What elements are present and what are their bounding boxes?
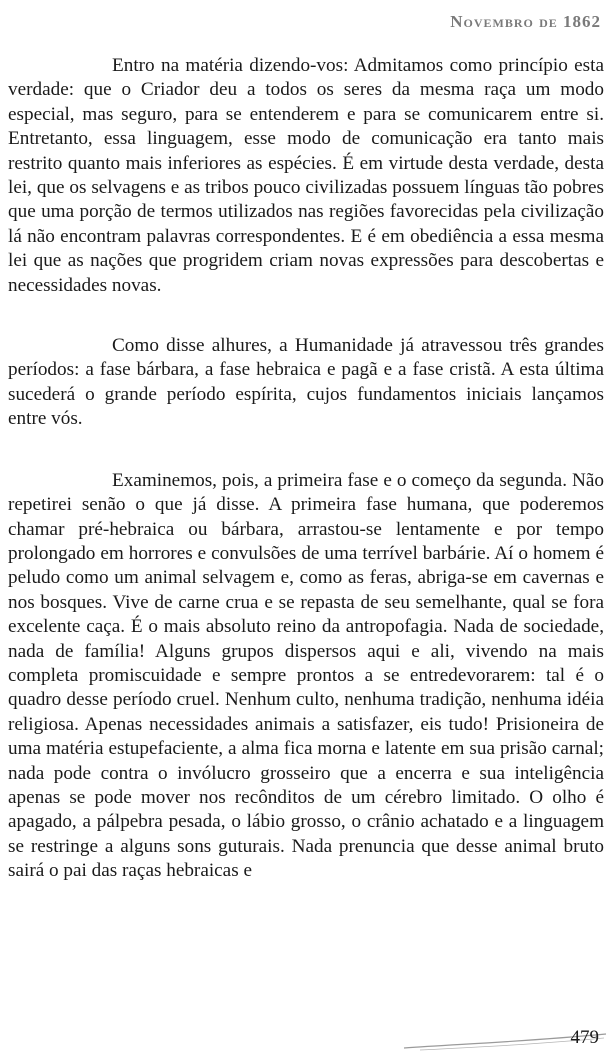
paragraph-1: Entro na matéria dizendo-vos: Admitamos como princípio esta verdade: que o Criador deu a todos os seres da mesma raça um modo especial, mas seguro, para se entenderem e para se comunicarem entre si. Entretanto, essa linguagem, esse modo de comunicação era tanto mais restrito quanto mais inferiores as espécies. É em virtude desta verdade, desta lei, que os selvagens e as tribos pouco civilizadas possuem línguas tão pobres que uma porção de termos utilizados nas regiões favorecidas pela civilização lá não encontram palavras correspondentes. E é em obediência a essa mesma lei que as nações que progridem criam novas expressões para descobertas e necessidades novas. (8, 55, 604, 296)
body-text (8, 54, 604, 884)
paragraph-3: Examinemos, pois, a primeira fase e o começo da segunda. Não repetirei senão o que já disse. A primeira fase humana, que poderemos chamar pré-hebraica ou bárbara, arrastou-se lentamente e por tempo prolongado em horrores e convulsões de uma terrível barbárie. Aí o homem é peludo como um animal selvagem e, como as feras, abriga-se em cavernas e nos bosques. Vive de carne crua e se repasta de seu semelhante, qual se fora excelente caça. É o mais absoluto reino da antropofagia. Nada de sociedade, nada de família! Alguns grupos dispersos aqui e ali, vivendo na mais completa promiscuidade e sempre prontos a se entredevorarem: tal é o quadro desse período cruel. Nenhum culto, nenhuma tradição, nenhuma idéia religiosa. Apenas necessidades animais a satisfazer, eis tudo! Prisioneira de uma matéria estupefaciente, a alma fica morna e latente em sua prisão carnal; nada pode contra o invólucro grosseiro que a encerra e sua inteligência apenas se pode mover nos recônditos de um cérebro limitado. O olho é apagado, a pálpebra pesada, o lábio grosso, o crânio achatado e a linguagem se restringe a alguns sons guturais. Nada prenuncia que desse animal bruto sairá o pai das raças hebraicas e (8, 469, 604, 882)
page-number: 479 (570, 1027, 599, 1048)
paragraph-2: Como disse alhures, a Humanidade já atravessou três grandes períodos: a fase bárbara, a fase hebraica e pagã e a fase cristã. A esta última sucederá o grande período espírita, cujos fundamentos iniciais lançamos entre vós. (8, 335, 604, 430)
running-head: Novembro de 1862 (450, 12, 601, 31)
